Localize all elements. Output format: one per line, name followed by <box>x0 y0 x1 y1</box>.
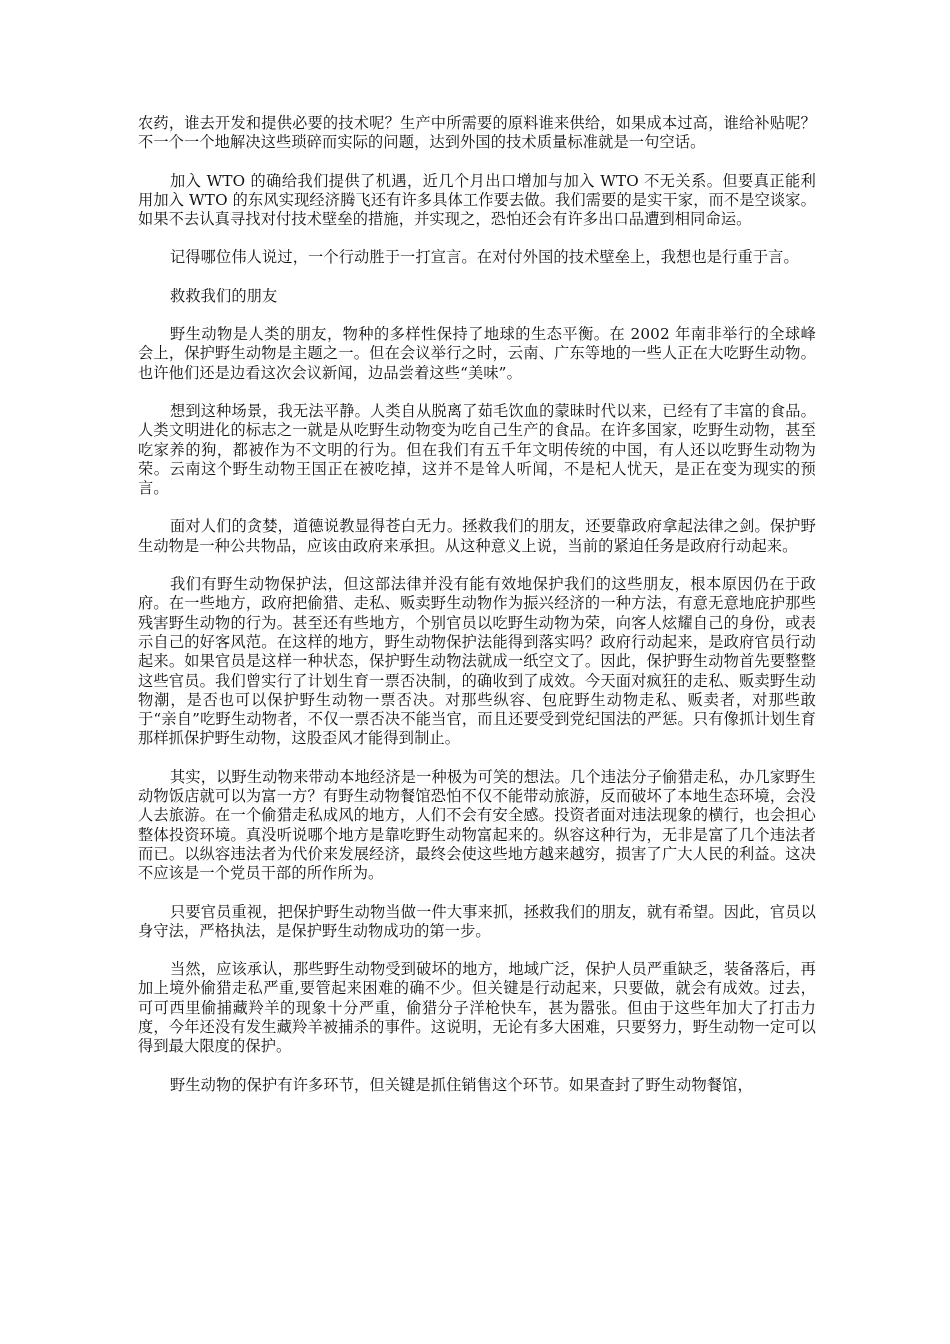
paragraph-sales: 野生动物的保护有许多环节，但关键是抓住销售这个环节。如果查封了野生动物餐馆， <box>170 1075 753 1094</box>
paragraph-officials: 只要官员重视，把保护野生动物当做一件大事来抓，拯救我们的朋友，就有希望。因此，官员以身守法，严格执法，是保护野生动物成功的第一步。 <box>138 902 816 940</box>
paragraph-scene: 想到这种场景，我无法平静。人类自从脱离了茹毛饮血的蒙昧时代以来，已经有了丰富的食品。人类文明进化的标志之一就是从吃野生动物变为吃自己生产的食品。在许多国家，吃野生动物，甚至吃家养的狗，都被作为不文明的行为。但在我们有五千年文明传统的中国，有人还以吃野生动物为荣。云南这个野生动物王国正在被吃掉，这并不是耸人听闻，不是杞人忧天，是正在变为现实的预言。 <box>138 401 816 498</box>
section-heading: 救救我们的朋友 <box>170 286 278 305</box>
paragraph-protection-law: 我们有野生动物保护法，但这部法律并没有能有效地保护我们的这些朋友，根本原因仍在于政府。在一些地方，政府把偷猎、走私、贩卖野生动物作为振兴经济的一种方法，有意无意地庇护那些残害野生动物的行为。甚至还有些地方，个别官员以吃野生动物为荣，向客人炫耀自己的身份，或表示自己的好客风范。在这样的地方，野生动物保护法能得到落实吗？政府行动起来，是政府官员行动起来。如果官员是这样一种状态，保护野生动物法就成一纸空文了。因此，保护野生动物首先要整整这些官员。我们曾实行了计划生育一票否决制，的确收到了成效。今天面对疯狂的走私、贩卖野生动物潮，是否也可以保护野生动物一票否决。对那些纵容、包庇野生动物走私、贩卖者，对那些敢于“亲自”吃野生动物者，不仅一票否决不能当官，而且还要受到党纪国法的严惩。只有像抓计划生育那样抓保护野生动物，这股歪风才能得到制止。 <box>138 575 816 748</box>
paragraph-difficulties: 当然，应该承认，那些野生动物受到破坏的地方，地域广泛，保护人员严重缺乏，装备落后，再加上境外偷猎走私严重,要管起来困难的确不少。但关键是行动起来，只要做，就会有成效。过去，可可西里偷捕藏羚羊的现象十分严重，偷猎分子洋枪快车，甚为嚣张。但由于这些年加大了打击力度，今年还没有发生藏羚羊被捕杀的事件。这说明，无论有多大困难，只要努力，野生动物一定可以得到最大限度的保护。 <box>138 960 816 1056</box>
paragraph-wildlife-friends: 野生动物是人类的朋友，物种的多样性保持了地球的生态平衡。在 2002 年南非举行的全球峰会上，保护野生动物是主题之一。但在会议举行之时，云南、广东等地的一些人正在大吃野生动物。也许他们还是边看这次会议新闻，边品尝着这些“美味”。 <box>138 325 816 382</box>
paragraph-economy: 其实，以野生动物来带动本地经济是一种极为可笑的想法。几个违法分子偷猎走私，办几家野生动物饭店就可以为富一方？有野生动物餐馆恐怕不仅不能带动旅游，反而破坏了本地生态环境，会没人去旅游。在一个偷猎走私成风的地方，人们不会有安全感。投资者面对违法现象的横行，也会担心整体投资环境。真没听说哪个地方是靠吃野生动物富起来的。纵容这种行为，无非是富了几个违法者而已。以纵容违法者为代价来发展经济，最终会使这些地方越来越穷，损害了广大人民的利益。这决不应该是一个党员干部的所作所为。 <box>138 767 816 883</box>
paragraph-action: 记得哪位伟人说过，一个行动胜于一打宣言。在对付外国的技术壁垒上，我想也是行重于言。 <box>170 248 799 267</box>
document-page <box>138 114 816 1114</box>
paragraph-greed: 面对人们的贪婪，道德说教显得苍白无力。拯救我们的朋友，还要靠政府拿起法律之剑。保护野生动物是一种公共物品，应该由政府来承担。从这种意义上说，当前的紧迫任务是政府行动起来。 <box>138 517 816 555</box>
paragraph-continuation: 农药，谁去开发和提供必要的技术呢？生产中所需要的原料谁来供给，如果成本过高，谁给补贴呢？不一个一个地解决这些琐碎而实际的问题，达到外国的技术质量标准就是一句空话。 <box>138 114 816 152</box>
paragraph-wto: 加入 WTO 的确给我们提供了机遇，近几个月出口增加与加入 WTO 不无关系。但要真正能利用加入 WTO 的东风实现经济腾飞还有许多具体工作要去做。我们需要的是实干家，而不是空谈家。如果不去认真寻找对付技术壁垒的措施，并实现之，恐怕还会有许多出口品遭到相同命运。 <box>138 171 816 229</box>
